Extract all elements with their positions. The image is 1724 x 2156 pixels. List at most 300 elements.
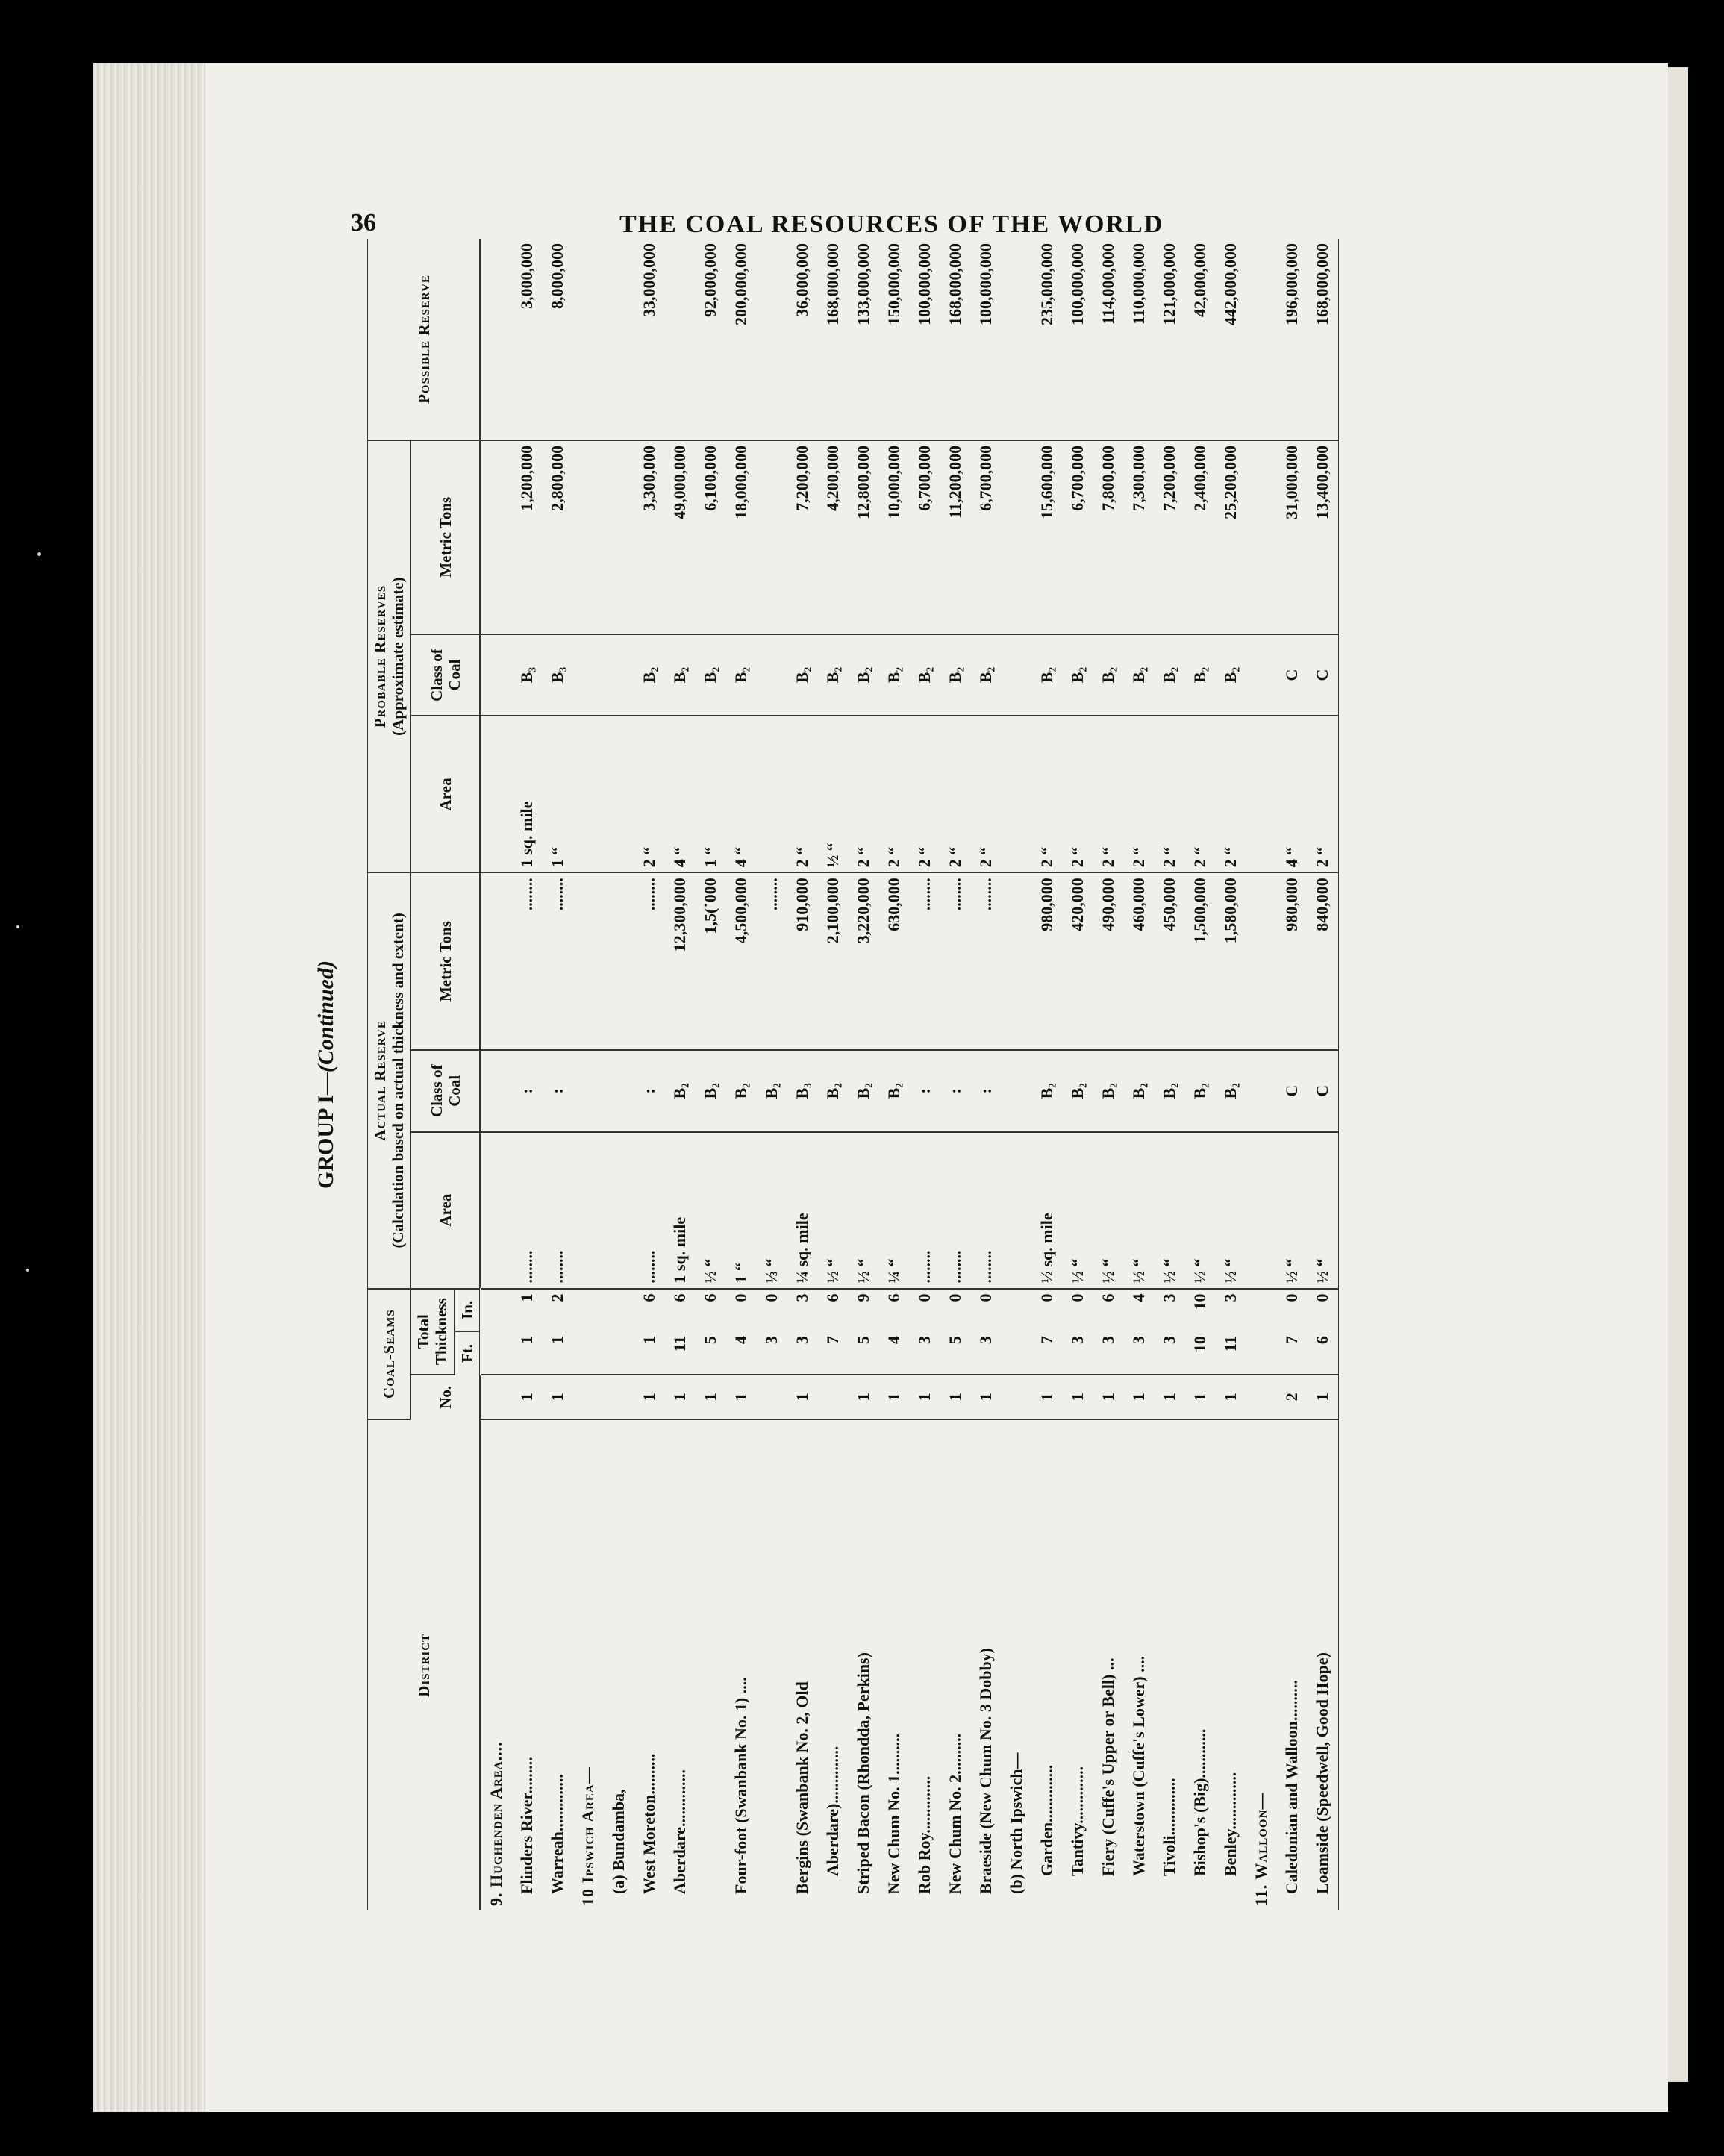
probable-tons-cell: 6,100,000 [696,440,726,634]
header-probable-reserves-title: Probable Reserves [371,584,389,728]
thickness-ft-cell: 3 [910,1331,940,1375]
actual-area-cell: ½ “ [1124,1132,1155,1289]
possible-reserve-cell: 8,000,000 [543,239,573,440]
probable-class-cell: B₂ [1063,634,1093,716]
thickness-in-cell: 3 [1221,1293,1240,1302]
probable-tons-cell: 7,200,000 [787,440,818,634]
probable-area-cell [604,716,634,872]
actual-area-cell [573,1132,604,1289]
seam-count-cell: 1 [971,1375,1002,1419]
seam-count-cell [604,1375,634,1419]
probable-class-cell: B₂ [940,634,971,716]
probable-tons-cell: 31,000,000 [1277,440,1308,634]
actual-class-cell: : [543,1050,573,1132]
possible-reserve-cell: 442,000,000 [1216,239,1246,440]
probable-area-cell: 1 “ [543,716,573,872]
district-cell: Braeside (New Chum No. 3 Dobby) [976,1648,996,1894]
thickness-in-cell: 6 [823,1293,843,1302]
header-ft: Ft. [455,1331,481,1375]
district-cell: Warreah.............. [548,1774,567,1894]
header-probable-area: Area [410,716,480,872]
thickness-in-cell [1002,1289,1032,1332]
thickness-ft-cell: 3 [1155,1331,1185,1375]
possible-reserve-cell: 42,000,000 [1185,239,1216,440]
probable-tons-cell [757,440,787,634]
seam-count-cell: 1 [1093,1375,1124,1419]
actual-class-cell: : [634,1050,665,1132]
page-number: 36 [351,209,376,237]
probable-tons-cell: 3,300,000 [634,440,665,634]
actual-tons-cell: ........ [757,872,787,1050]
table-row [757,239,787,1910]
thickness-ft-cell: 3 [1063,1331,1093,1375]
actual-tons-cell: ........ [512,872,543,1050]
thickness-ft-cell: 3 [1093,1331,1124,1375]
thickness-in-cell: 6 [701,1293,720,1302]
header-probable-reserves-sub: (Approximate estimate) [389,577,407,736]
seam-count-cell: 1 [1308,1375,1340,1419]
probable-tons-cell: 11,200,000 [940,440,971,634]
probable-class-cell [604,634,634,716]
actual-area-cell [480,1132,512,1289]
possible-reserve-cell [604,239,634,440]
district-cell: Tantivy.............. [1068,1766,1087,1876]
thickness-ft-cell: 4 [726,1331,757,1375]
thickness-ft-cell [1002,1331,1032,1375]
table-row [1032,239,1063,1910]
thickness-in-cell: 0 [1313,1293,1332,1302]
actual-area-cell: ½ “ [1155,1132,1185,1289]
thickness-in-cell: 0 [946,1293,965,1302]
actual-class-cell: : [940,1050,971,1132]
thickness-in-cell: 10 [1190,1293,1210,1310]
actual-class-cell: : [512,1050,543,1132]
seam-count-cell: 1 [696,1375,726,1419]
actual-area-cell: ½ “ [1277,1132,1308,1289]
probable-class-cell: B₂ [787,634,818,716]
district-cell: Rob Roy.............. [915,1775,934,1894]
table-row [971,239,1002,1910]
probable-area-cell: 2 “ [849,716,879,872]
actual-class-cell: : [910,1050,940,1132]
probable-area-cell: 4 “ [726,716,757,872]
probable-area-cell: 4 “ [665,716,696,872]
district-cell: Striped Bacon (Rhondda, Perkins) [854,1652,873,1894]
header-total-thickness: Total Thickness [410,1289,454,1375]
actual-class-cell: B₂ [726,1050,757,1132]
probable-class-cell: B₂ [665,634,696,716]
district-cell: Bishop's (Big)............ [1190,1728,1210,1876]
table-row [480,239,512,1910]
actual-area-cell: ¼ sq. mile [787,1132,818,1289]
thickness-in-cell: 0 [976,1293,996,1302]
seam-count-cell: 1 [1124,1375,1155,1419]
probable-class-cell [1246,634,1277,716]
possible-reserve-cell: 235,000,000 [1032,239,1063,440]
thickness-ft-cell: 10 [1185,1331,1216,1375]
actual-tons-cell: ........ [910,872,940,1050]
district-cell: Flinders River......... [517,1757,537,1894]
probable-area-cell: 2 “ [910,716,940,872]
probable-area-cell: 2 “ [634,716,665,872]
actual-class-cell: B₂ [849,1050,879,1132]
probable-tons-cell: 7,300,000 [1124,440,1155,634]
table-row [787,239,818,1910]
thickness-in-cell: 0 [762,1293,781,1302]
seam-count-cell: 1 [665,1375,696,1419]
probable-tons-cell [573,440,604,634]
probable-tons-cell: 12,800,000 [849,440,879,634]
scan-speck [37,552,41,556]
thickness-in-cell: 6 [670,1293,690,1302]
possible-reserve-cell [757,239,787,440]
header-no: No. [410,1375,480,1419]
actual-area-cell: ½ “ [1093,1132,1124,1289]
probable-class-cell: C [1308,634,1340,716]
probable-class-cell: B₂ [1185,634,1216,716]
probable-tons-cell: 6,700,000 [910,440,940,634]
actual-class-cell: B₂ [818,1050,849,1132]
probable-area-cell: 1 sq. mile [512,716,543,872]
probable-class-cell: B₂ [1216,634,1246,716]
seam-count-cell: 1 [787,1375,818,1419]
probable-class-cell [757,634,787,716]
actual-area-cell: ........ [543,1132,573,1289]
district-cell: 9. Hughenden Area.... [486,1741,505,1906]
seam-count-cell: 1 [1155,1375,1185,1419]
actual-area-cell: ¼ “ [879,1132,910,1289]
district-cell: Aberdare.............. [670,1769,690,1894]
rotated-table-block [313,239,1485,1910]
probable-area-cell: 2 “ [879,716,910,872]
seam-count-cell [818,1375,849,1419]
actual-tons-cell [573,872,604,1050]
actual-area-cell: ........ [910,1132,940,1289]
seam-count-cell: 1 [512,1375,543,1419]
actual-tons-cell: 4,500,000 [726,872,757,1050]
seam-count-cell [573,1375,604,1419]
thickness-in-cell [573,1289,604,1332]
actual-class-cell: B₂ [1093,1050,1124,1132]
thickness-ft-cell [573,1331,604,1375]
thickness-in-cell: 6 [884,1293,904,1302]
possible-reserve-cell [1002,239,1032,440]
probable-class-cell: B₂ [910,634,940,716]
district-cell: (b) North Ipswich— [1007,1752,1026,1894]
actual-tons-cell: 840,000 [1308,872,1340,1050]
actual-area-cell: ½ “ [1185,1132,1216,1289]
thickness-ft-cell: 11 [665,1331,696,1375]
seam-count-cell: 1 [849,1375,879,1419]
seam-count-cell: 2 [1277,1375,1308,1419]
actual-tons-cell: 910,000 [787,872,818,1050]
actual-tons-cell: ........ [634,872,665,1050]
actual-class-cell [480,1050,512,1132]
probable-tons-cell: 10,000,000 [879,440,910,634]
seam-count-cell: 1 [726,1375,757,1419]
table-row [818,239,849,1910]
probable-class-cell [573,634,604,716]
actual-area-cell: ........ [940,1132,971,1289]
possible-reserve-cell: 133,000,000 [849,239,879,440]
thickness-ft-cell [1246,1331,1277,1375]
table-row [1063,239,1093,1910]
table-row [1216,239,1246,1910]
probable-area-cell: 2 “ [1032,716,1063,872]
table-row [1093,239,1124,1910]
thickness-in-cell: 3 [793,1293,812,1302]
probable-class-cell [480,634,512,716]
thickness-in-cell: 0 [1282,1293,1302,1302]
probable-area-cell: 2 “ [1124,716,1155,872]
district-cell: Garden.............. [1037,1764,1057,1876]
probable-class-cell: B₂ [818,634,849,716]
thickness-in-cell: 6 [640,1293,659,1302]
thickness-ft-cell: 1 [512,1331,543,1375]
actual-tons-cell: 980,000 [1032,872,1063,1050]
header-area: Area [410,1132,480,1289]
seam-count-cell: 1 [1185,1375,1216,1419]
probable-tons-cell: 7,800,000 [1093,440,1124,634]
thickness-ft-cell: 6 [1308,1331,1340,1375]
probable-tons-cell: 7,200,000 [1155,440,1185,634]
probable-area-cell: 2 “ [971,716,1002,872]
possible-reserve-cell: 36,000,000 [787,239,818,440]
district-cell: Tivoli.............. [1160,1778,1179,1876]
probable-area-cell: 2 “ [1155,716,1185,872]
actual-area-cell: 1 sq. mile [665,1132,696,1289]
header-probable-reserves [367,440,411,872]
probable-tons-cell: 25,200,000 [1216,440,1246,634]
actual-tons-cell: 1,580,000 [1216,872,1246,1050]
table-row [1308,239,1340,1910]
actual-tons-cell: 12,300,000 [665,872,696,1050]
probable-tons-cell: 6,700,000 [1063,440,1093,634]
possible-reserve-cell: 100,000,000 [1063,239,1093,440]
table-body [480,239,1339,1910]
probable-class-cell: B₂ [726,634,757,716]
probable-area-cell: ½ “ [818,716,849,872]
possible-reserve-cell: 200,000,000 [726,239,757,440]
thickness-ft-cell: 11 [1216,1331,1246,1375]
table-row [910,239,940,1910]
probable-class-cell [1002,634,1032,716]
probable-tons-cell: 2,400,000 [1185,440,1216,634]
probable-area-cell [757,716,787,872]
thickness-ft-cell [604,1331,634,1375]
possible-reserve-cell: 92,000,000 [696,239,726,440]
table-title [313,239,355,1910]
seam-count-cell: 1 [634,1375,665,1419]
table-row [512,239,543,1910]
thickness-ft-cell: 7 [1032,1331,1063,1375]
table-row [634,239,665,1910]
actual-class-cell [604,1050,634,1132]
district-cell [696,1419,726,1910]
seam-count-cell [1246,1375,1277,1419]
thickness-ft-cell: 7 [818,1331,849,1375]
actual-tons-cell [604,872,634,1050]
probable-tons-cell: 1,200,000 [512,440,543,634]
header-district: District [367,1419,481,1910]
table-row [1124,239,1155,1910]
thickness-ft-cell: 3 [971,1331,1002,1375]
table-row [1002,239,1032,1910]
actual-class-cell: B₂ [757,1050,787,1132]
actual-tons-cell: 450,000 [1155,872,1185,1050]
header-probable-metric-tons: Metric Tons [410,440,480,634]
table-row [1155,239,1185,1910]
possible-reserve-cell: 100,000,000 [971,239,1002,440]
probable-tons-cell: 6,700,000 [971,440,1002,634]
actual-class-cell: B₂ [696,1050,726,1132]
probable-class-cell: B₃ [512,634,543,716]
probable-tons-cell: 15,600,000 [1032,440,1063,634]
thickness-ft-cell: 3 [1124,1331,1155,1375]
actual-class-cell: B₃ [787,1050,818,1132]
probable-class-cell: B₂ [1032,634,1063,716]
thickness-ft-cell: 4 [879,1331,910,1375]
possible-reserve-cell: 3,000,000 [512,239,543,440]
actual-tons-cell: ........ [940,872,971,1050]
seam-count-cell [480,1375,512,1419]
possible-reserve-cell: 196,000,000 [1277,239,1308,440]
coal-reserves-table [366,239,1340,1910]
actual-class-cell [1246,1050,1277,1132]
table-title-main: GROUP I— [313,1072,338,1189]
probable-area-cell: 4 “ [1277,716,1308,872]
header-actual-reserve [367,872,411,1288]
probable-tons-cell: 13,400,000 [1308,440,1340,634]
possible-reserve-cell [573,239,604,440]
seam-count-cell: 1 [910,1375,940,1419]
actual-area-cell: ........ [512,1132,543,1289]
table-row [849,239,879,1910]
seam-count-cell: 1 [1032,1375,1063,1419]
thickness-in-cell: 0 [1037,1293,1057,1302]
book-spine-edge [1666,67,1688,2082]
probable-class-cell: B₂ [696,634,726,716]
thickness-in-cell: 6 [1099,1293,1118,1302]
district-cell: (a) Bundamba, [609,1789,628,1894]
seam-count-cell: 1 [940,1375,971,1419]
probable-tons-cell [604,440,634,634]
possible-reserve-cell: 121,000,000 [1155,239,1185,440]
table-row [604,239,634,1910]
probable-area-cell [1002,716,1032,872]
header-metric-tons: Metric Tons [410,872,480,1050]
thickness-in-cell: 9 [854,1293,873,1302]
probable-area-cell [573,716,604,872]
table-row [726,239,757,1910]
probable-class-cell: B₂ [1155,634,1185,716]
thickness-ft-cell: 1 [634,1331,665,1375]
table-row [940,239,971,1910]
probable-tons-cell [1246,440,1277,634]
actual-area-cell: ........ [634,1132,665,1289]
district-cell: Bergins (Swanbank No. 2, Old [793,1681,812,1894]
thickness-ft-cell: 3 [757,1331,787,1375]
actual-area-cell: ½ “ [1063,1132,1093,1289]
probable-area-cell: 2 “ [1185,716,1216,872]
probable-tons-cell: 2,800,000 [543,440,573,634]
thickness-ft-cell: 7 [1277,1331,1308,1375]
actual-tons-cell: 2,100,000 [818,872,849,1050]
actual-tons-cell: ........ [971,872,1002,1050]
header-in: In. [455,1289,481,1332]
seam-count-cell: 1 [1216,1375,1246,1419]
possible-reserve-cell: 168,000,000 [940,239,971,440]
actual-area-cell: ⅓ “ [757,1132,787,1289]
probable-area-cell: 2 “ [787,716,818,872]
district-cell: New Chum No. 2.......... [946,1733,965,1894]
actual-area-cell: ½ “ [696,1132,726,1289]
possible-reserve-cell [1246,239,1277,440]
thickness-in-cell: 1 [517,1293,537,1302]
probable-class-cell: B₂ [1093,634,1124,716]
probable-class-cell: B₃ [543,634,573,716]
probable-area-cell: 2 “ [1308,716,1340,872]
probable-tons-cell [480,440,512,634]
thickness-ft-cell: 1 [543,1331,573,1375]
seam-count-cell: 1 [1063,1375,1093,1419]
actual-class-cell: C [1308,1050,1340,1132]
actual-class-cell: B₂ [1032,1050,1063,1132]
probable-area-cell [480,716,512,872]
probable-tons-cell: 49,000,000 [665,440,696,634]
thickness-ft-cell: 5 [940,1331,971,1375]
actual-tons-cell: ........ [543,872,573,1050]
actual-area-cell [1246,1132,1277,1289]
district-cell: 11. Walloon— [1252,1792,1271,1906]
possible-reserve-cell: 150,000,000 [879,239,910,440]
actual-tons-cell: 1,5(˙000 [696,872,726,1050]
district-cell: New Chum No. 1.......... [884,1733,904,1894]
thickness-in-cell: 0 [915,1293,934,1302]
actual-tons-cell: 490,000 [1093,872,1124,1050]
probable-area-cell: 2 “ [1093,716,1124,872]
actual-tons-cell: 420,000 [1063,872,1093,1050]
thickness-ft-cell: 5 [696,1331,726,1375]
actual-area-cell: 1 “ [726,1132,757,1289]
probable-area-cell: 2 “ [1063,716,1093,872]
actual-area-cell: ½ “ [849,1132,879,1289]
district-cell: Loamside (Speedwell, Good Hope) [1313,1652,1332,1894]
actual-area-cell: ½ “ [818,1132,849,1289]
probable-area-cell: 2 “ [940,716,971,872]
thickness-ft-cell: 3 [787,1331,818,1375]
table-title-italic: (Continued) [313,960,338,1073]
seam-count-cell [1002,1375,1032,1419]
thickness-in-cell: 2 [548,1293,567,1302]
actual-area-cell [1002,1132,1032,1289]
district-cell: 10 Ipswich Area— [578,1766,598,1906]
actual-class-cell: B₂ [1185,1050,1216,1132]
table-row [1246,239,1277,1910]
thickness-in-cell [480,1289,512,1332]
district-cell: Caledonian and Walloon.......... [1282,1680,1302,1894]
actual-area-cell: ........ [971,1132,1002,1289]
thickness-in-cell: 4 [1129,1293,1149,1302]
district-cell: Four-foot (Swanbank No. 1) .... [731,1677,751,1894]
thickness-in-cell: 0 [1068,1293,1087,1302]
actual-tons-cell: 3,220,000 [849,872,879,1050]
seam-count-cell: 1 [879,1375,910,1419]
actual-class-cell [1002,1050,1032,1132]
table-row [696,239,726,1910]
thickness-in-cell [1246,1289,1277,1332]
probable-tons-cell: 18,000,000 [726,440,757,634]
